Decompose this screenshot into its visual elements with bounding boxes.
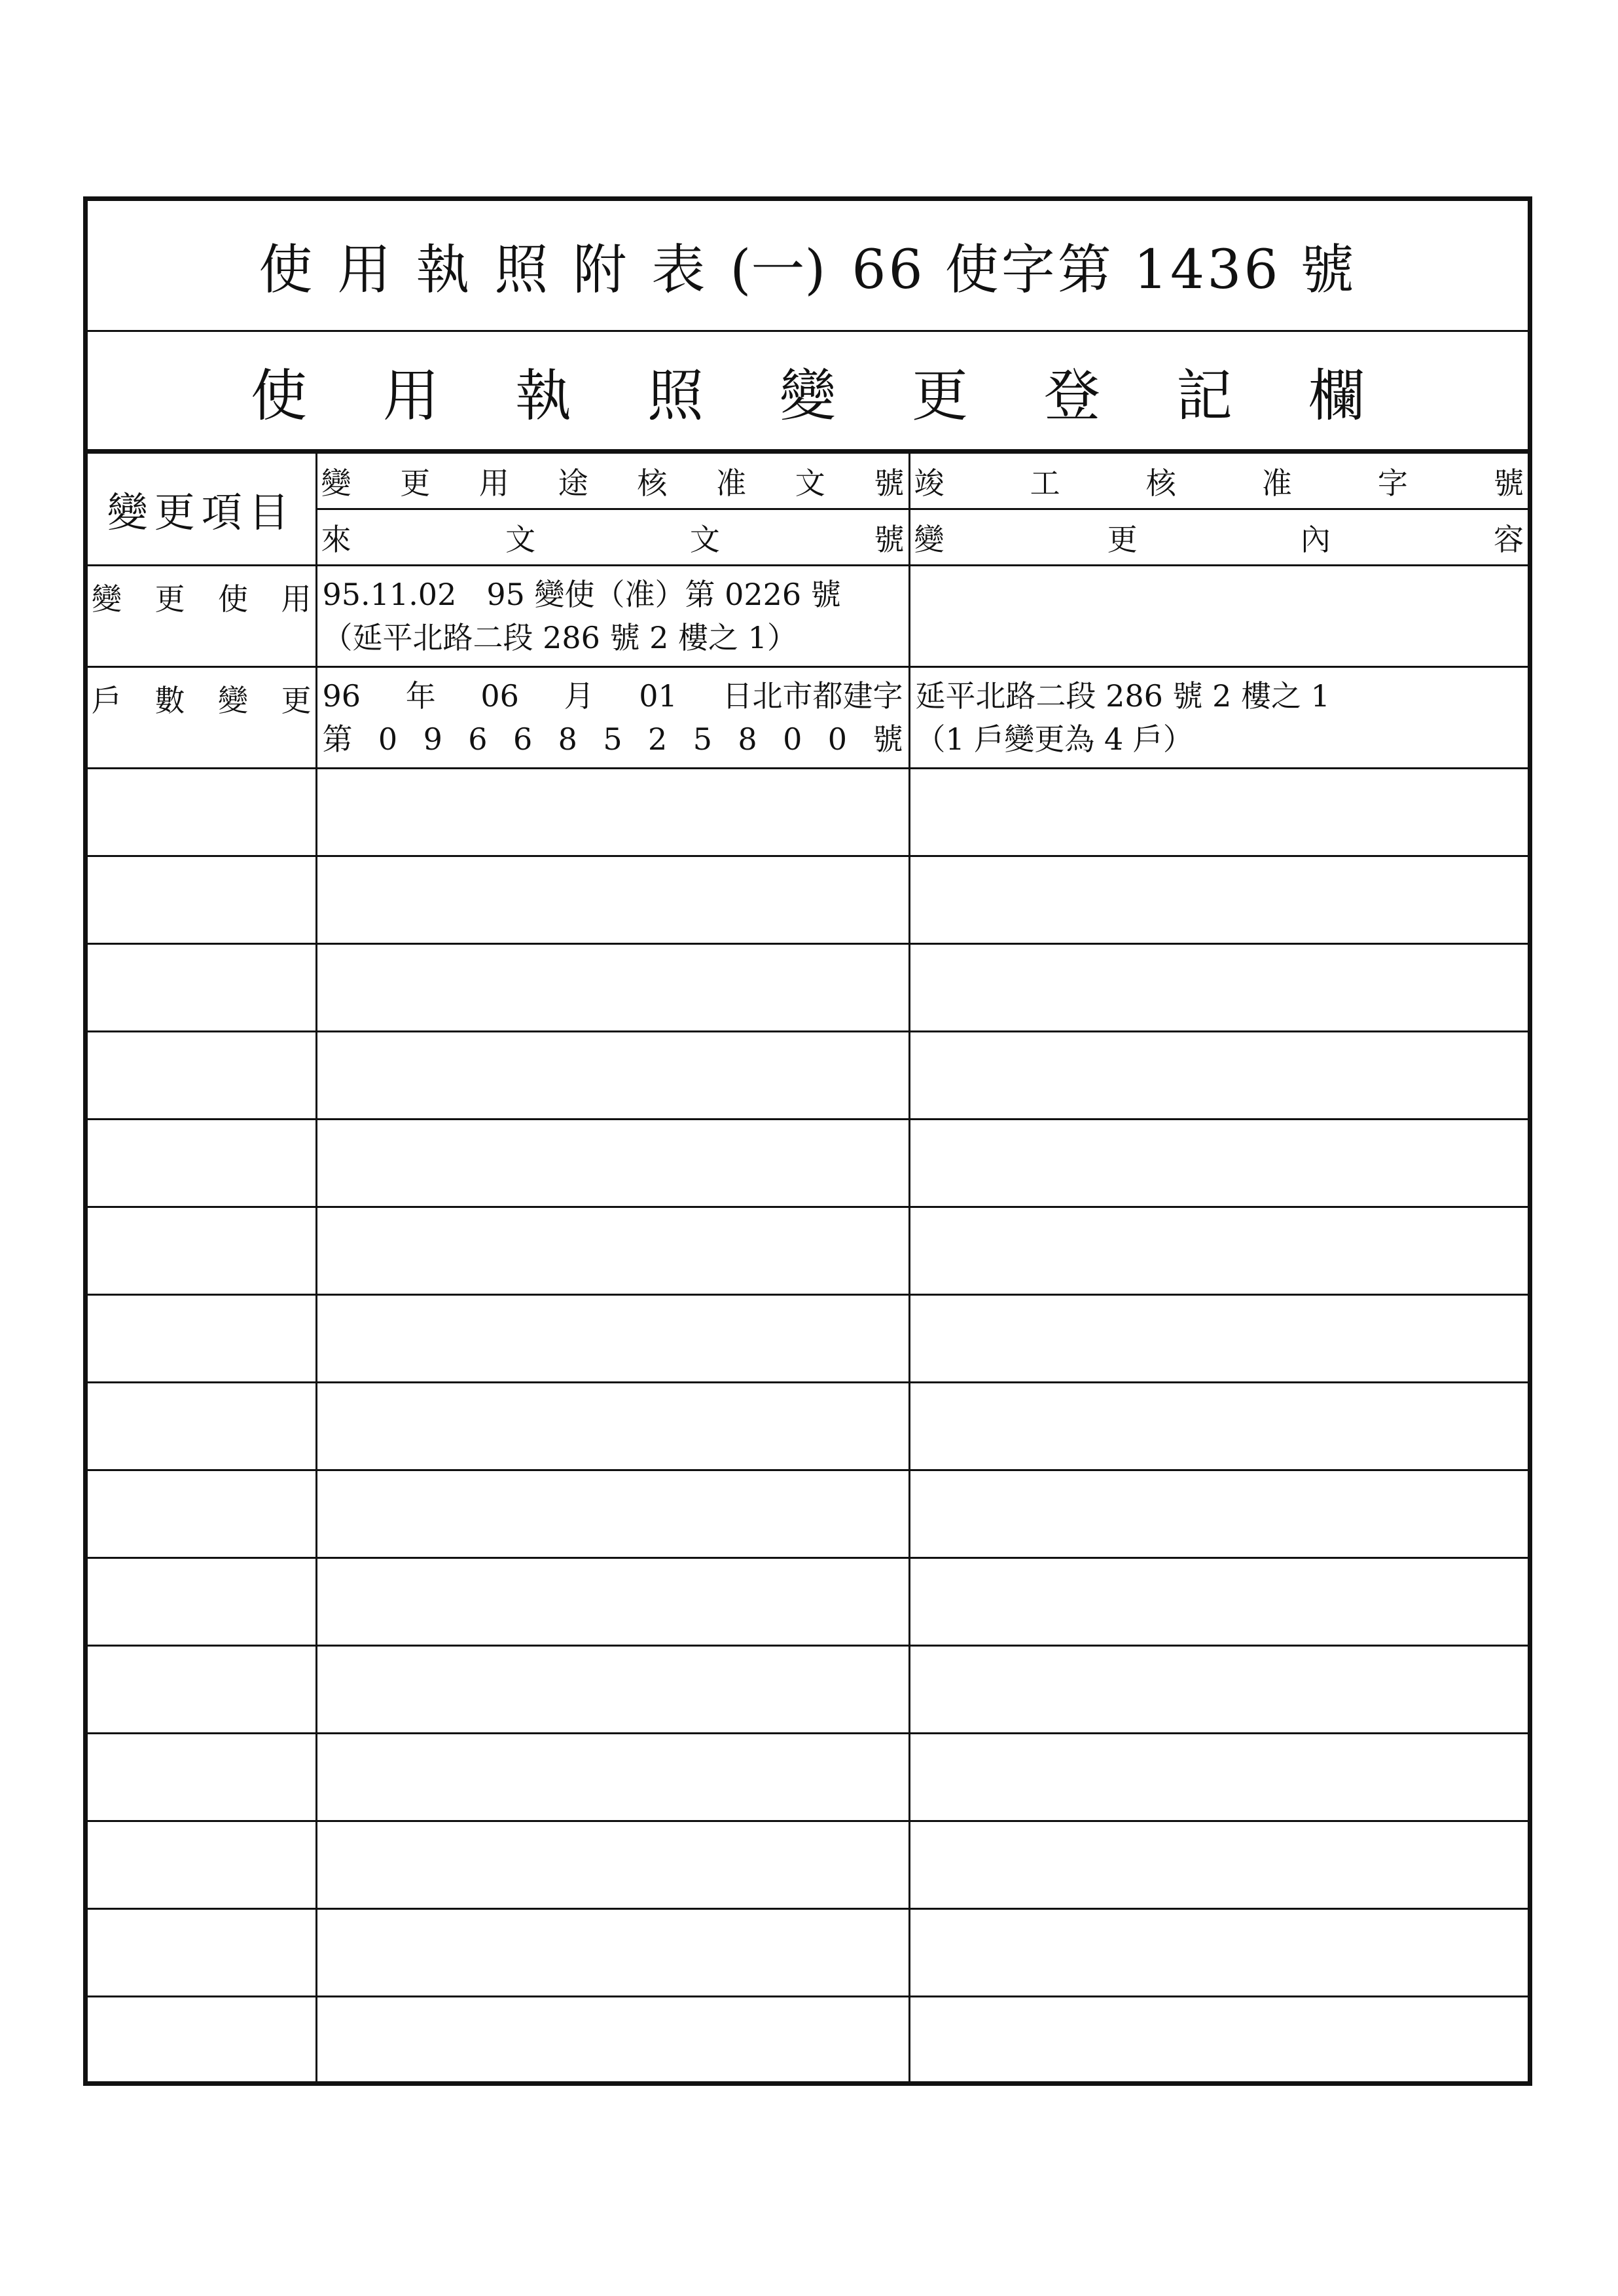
row-change-content: 延平北路二段 286 號 2 樓之 1 （1 戶變更為 4 戶）: [909, 667, 1528, 769]
table-row: [88, 566, 1528, 667]
header-approval-doc-number: 變 更 用 途 核 准 文 號: [316, 453, 909, 509]
table-row-empty: [88, 944, 1528, 1032]
document-title: [88, 201, 1528, 332]
change-register-table: [88, 452, 1528, 2085]
header-change-content: 變 更 內 容: [909, 509, 1528, 566]
header-row-top: [88, 453, 1528, 509]
table-row-empty: [88, 856, 1528, 944]
table-row-empty: [88, 1295, 1528, 1383]
title-paren: (一): [730, 239, 826, 301]
table-row-empty: [88, 1997, 1528, 2085]
header-completion-number: 竣 工 核 准 字 號: [909, 453, 1528, 509]
table-row-empty: [88, 1383, 1528, 1470]
row-doc-number: 96 年 06 月 01 日北市都建字 第 0 9 6 6 8 5 2 5 8 0 0 號: [316, 667, 909, 769]
document-frame: [83, 196, 1532, 2086]
table-row-empty: [88, 1207, 1528, 1295]
row-item-label: 變 更 使 用: [88, 566, 316, 667]
table-row-empty: [88, 1120, 1528, 1207]
title-main: 使用執照附表: [259, 239, 730, 301]
license-number: 66 使字第 1436 號: [852, 239, 1357, 301]
table-row-empty: [88, 1032, 1528, 1120]
table-row: [88, 667, 1528, 769]
table-row-empty: [88, 1558, 1528, 1646]
row-item-label: 戶 數 變 更: [88, 667, 316, 769]
header-item-label: 變更項目: [88, 453, 316, 566]
table-row-empty: [88, 1734, 1528, 1821]
table-row-empty: [88, 1470, 1528, 1558]
table-row-empty: [88, 769, 1528, 856]
table-row-empty: [88, 1821, 1528, 1909]
header-incoming-doc-number: 來 文 文 號: [316, 509, 909, 566]
row-doc-number: 95.11.02 95 變使（准）第 0226 號 （延平北路二段 286 號 2 樓之 1）: [316, 566, 909, 667]
row-change-content: [909, 566, 1528, 667]
table-row-empty: [88, 1646, 1528, 1734]
section-title: 使用執照變更登記欄: [88, 332, 1528, 452]
table-row-empty: [88, 1909, 1528, 1997]
